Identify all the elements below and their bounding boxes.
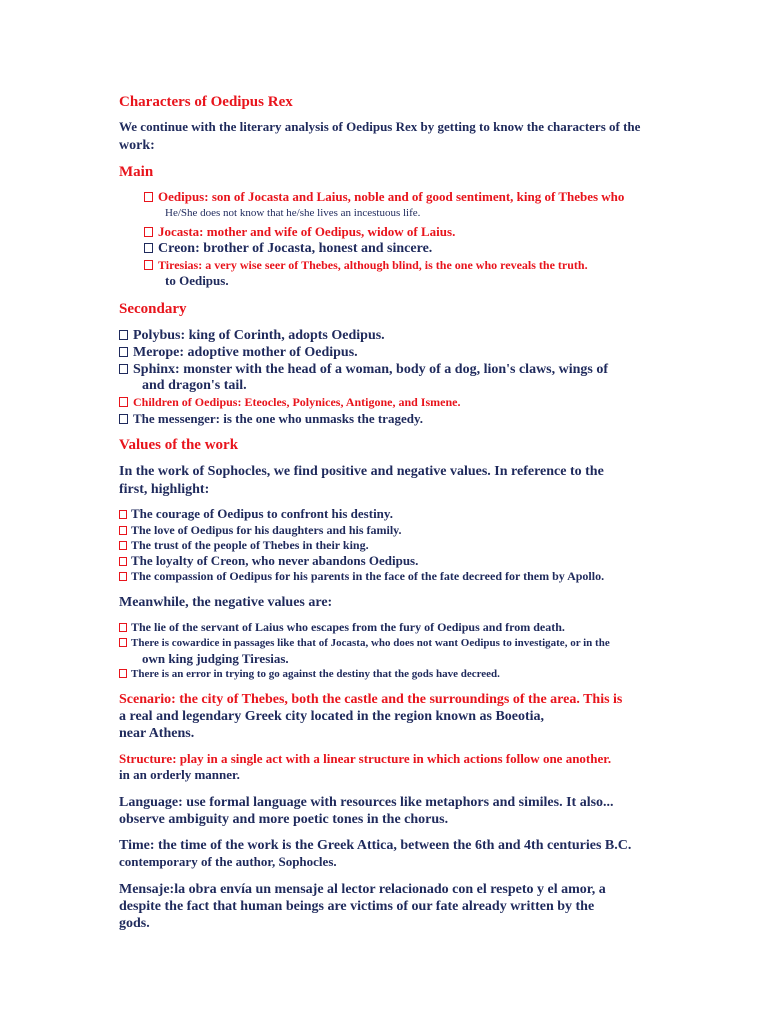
secondary-item-merope: Merope: adoptive mother of Oedipus. (119, 345, 358, 361)
mensaje-line-1: Mensaje:la obra envía un mensaje al lector relacionado con el respeto y el amor, a (119, 882, 606, 897)
bullet-box-icon (119, 557, 127, 566)
bullet-box-icon (119, 526, 127, 535)
values-intro-line-2: first, highlight: (119, 482, 210, 497)
bullet-box-icon (119, 397, 128, 407)
bullet-box-icon (144, 192, 153, 202)
intro-line-2: work: (119, 138, 155, 153)
language-line-1: Language: use formal language with resources like metaphors and similes. It also... (119, 795, 614, 810)
bullet-box-icon (119, 623, 127, 632)
bullet-box-icon (119, 364, 128, 374)
bullet-box-icon (119, 572, 127, 581)
negative-item: There is an error in trying to go against the destiny that the gods have decreed. (119, 668, 500, 681)
mensaje-line-3: gods. (119, 916, 150, 931)
positive-item: The trust of the people of Thebes in their king. (119, 539, 369, 553)
structure-line-1: Structure: play in a single act with a linear structure in which actions follow one another. (119, 751, 612, 766)
negative-item: There is cowardice in passages like that of Jocasta, who does not want Oedipus to investigate, or in the (119, 637, 610, 650)
positive-item: The love of Oedipus for his daughters and his family. (119, 524, 402, 538)
characters-heading: Characters of Oedipus Rex (119, 94, 293, 110)
main-heading: Main (119, 164, 154, 180)
main-item-creon: Creon: brother of Jocasta, honest and sincere. (144, 241, 432, 257)
secondary-item-sphinx-continued: and dragon's tail. (142, 378, 247, 393)
secondary-item-sphinx: Sphinx: monster with the head of a woman, body of a dog, lion's claws, wings of (119, 362, 608, 378)
bullet-box-icon (119, 669, 127, 678)
bullet-box-icon (144, 227, 153, 237)
main-item-tiresias-continued: to Oedipus. (165, 273, 229, 288)
secondary-heading: Secondary (119, 301, 187, 317)
scenario-line-2: a real and legendary Greek city located in the region known as Boeotia, (119, 709, 545, 724)
negative-intro: Meanwhile, the negative values are: (119, 595, 333, 610)
main-item-oedipus: Oedipus: son of Jocasta and Laius, noble and of good sentiment, king of Thebes who (144, 190, 624, 205)
bullet-box-icon (119, 541, 127, 550)
main-item-jocasta: Jocasta: mother and wife of Oedipus, widow of Laius. (144, 225, 455, 240)
bullet-box-icon (119, 638, 127, 647)
bullet-box-icon (119, 510, 127, 519)
bullet-box-icon (119, 347, 128, 357)
positive-item: The loyalty of Creon, who never abandons Oedipus. (119, 554, 418, 569)
main-item-oedipus-continued: He/She does not know that he/she lives an incestuous life. (165, 207, 421, 219)
secondary-item-messenger: The messenger: is the one who unmasks the tragedy. (119, 412, 423, 427)
values-intro-line-1: In the work of Sophocles, we find positive and negative values. In reference to the (119, 464, 604, 479)
scenario-line-3: near Athens. (119, 726, 195, 741)
secondary-item-children: Children of Oedipus: Eteocles, Polynices, Antigone, and Ismene. (119, 396, 460, 410)
positive-item: The courage of Oedipus to confront his destiny. (119, 507, 393, 522)
mensaje-line-2: despite the fact that human beings are victims of our fate already written by the (119, 899, 595, 914)
negative-item: The lie of the servant of Laius who escapes from the fury of Oedipus and from death. (119, 621, 565, 635)
bullet-box-icon (119, 414, 128, 424)
main-item-tiresias: Tiresias: a very wise seer of Thebes, although blind, is the one who reveals the truth. (144, 259, 588, 273)
values-heading: Values of the work (119, 437, 239, 453)
structure-line-2: in an orderly manner. (119, 767, 240, 782)
bullet-box-icon (144, 260, 153, 270)
bullet-box-icon (119, 330, 128, 340)
bullet-box-icon (144, 243, 153, 253)
time-line-2: contemporary of the author, Sophocles. (119, 854, 337, 869)
time-line-1: Time: the time of the work is the Greek Attica, between the 6th and 4th centuries B.C. (119, 838, 632, 853)
secondary-item-polybus: Polybus: king of Corinth, adopts Oedipus. (119, 328, 385, 344)
negative-item-continued: own king judging Tiresias. (142, 651, 289, 666)
intro-line-1: We continue with the literary analysis of Oedipus Rex by getting to know the characters of the (119, 119, 641, 134)
positive-item: The compassion of Oedipus for his parents in the face of the fate decreed for them by Apollo. (119, 570, 604, 584)
scenario-line-1: Scenario: the city of Thebes, both the castle and the surroundings of the area. This is (119, 692, 623, 707)
language-line-2: observe ambiguity and more poetic tones in the chorus. (119, 812, 449, 827)
